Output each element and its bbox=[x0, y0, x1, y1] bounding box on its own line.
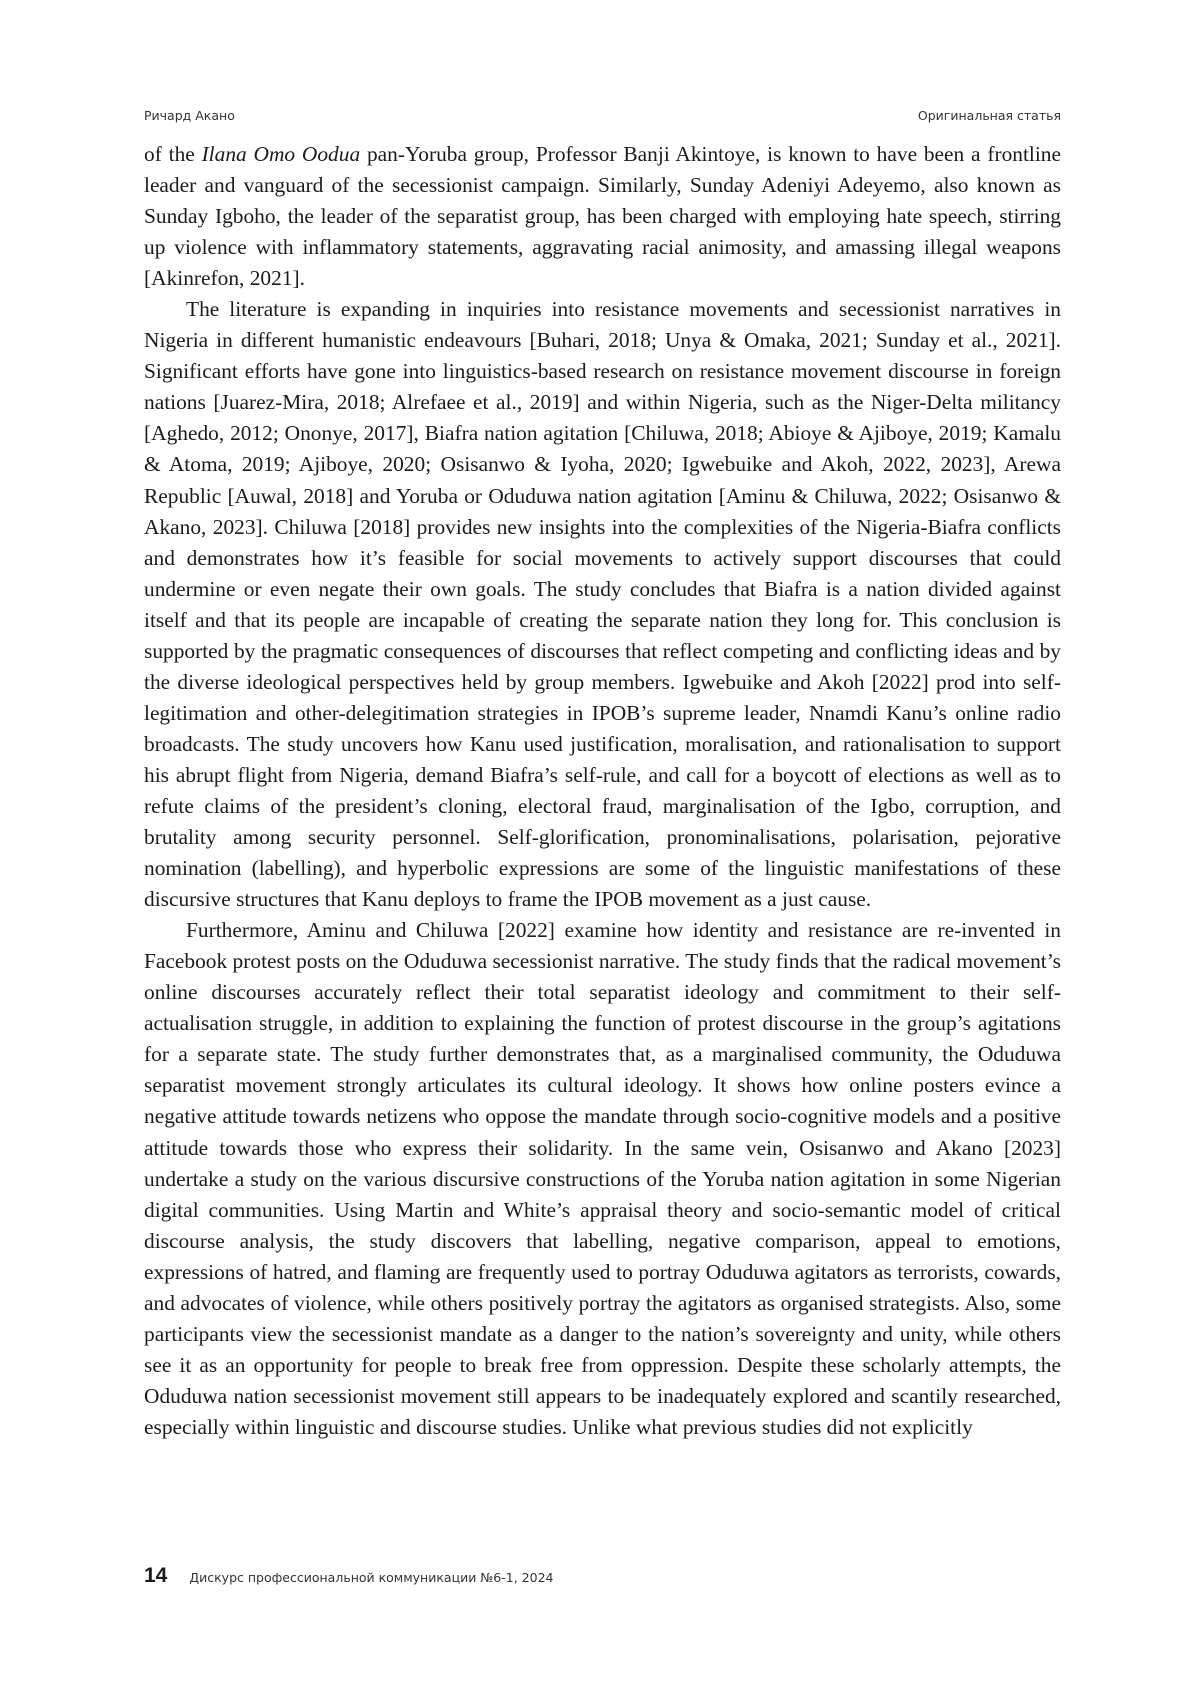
paragraph bbox=[144, 139, 1061, 294]
running-header bbox=[144, 108, 1061, 123]
text-run: pan-Yoruba group, Professor Banji Akintoye, is known to have been a frontline leader and vanguard of the secessionist campaign. Similarly, Sunday Adeniyi Adeyemo, also known as Sunday Igboho, the leader of the separatist group, has been charged with employing hate speech, stirring up violence with inflammatory statements, aggravating racial animosity, and amassing illegal weapons [Akinrefon, 2021]. bbox=[144, 142, 1061, 291]
header-article-type: Оригинальная статья bbox=[917, 108, 1061, 123]
paragraph bbox=[144, 915, 1061, 1443]
article-body bbox=[144, 139, 1061, 1443]
journal-name: Дискурс профессиональной коммуникации №6-1, 2024 bbox=[189, 1570, 554, 1585]
page-footer bbox=[144, 1564, 553, 1588]
italic-text: Ilana Omo Oodua bbox=[201, 142, 361, 166]
page-number: 14 bbox=[144, 1564, 168, 1587]
text-run: of the bbox=[144, 142, 202, 166]
paragraph bbox=[144, 294, 1061, 915]
text-run: The literature is expanding in inquiries into resistance movements and secessionist narratives in Nigeria in different humanistic endeavours [Buhari, 2018; Unya & Omaka, 2021; Sunday et al., 2021]. Significant efforts have gone into linguistics-based research on resistance movement discourse in foreign nations [Juarez-Mira, 2018; Alrefaee et al., 2019] and within Nigeria, such as the Niger-Delta militancy [Aghedo, 2012; Ononye, 2017], Biafra nation agitation [Chiluwa, 2018; Abioye & Ajiboye, 2019; Kamalu & Atoma, 2019; Ajiboye, 2020; Osisanwo & Iyoha, 2020; Igwebuike and Akoh, 2022, 2023], Arewa Republic [Auwal, 2018] and Yoruba or Oduduwa nation agitation [Aminu & Chiluwa, 2022; Osisanwo & Akano, 2023]. Chiluwa [2018] provides new insights into the complexities of the Nigeria-Biafra conflicts and demonstrates how it’s feasible for social movements to actively support discourses that could undermine or even negate their own goals. The study concludes that Biafra is a nation divided against itself and that its people are incapable of creating the separate nation they long for. This conclusion is supported by the pragmatic consequences of discourses that reflect competing and conflicting ideas and by the diverse ideological perspectives held by group members. Igwebuike and Akoh [2022] prod into self-legitimation and other-delegitimation strategies in IPOB’s supreme leader, Nnamdi Kanu’s online radio broadcasts. The study uncovers how Kanu used justification, moralisation, and rationalisation to support his abrupt flight from Nigeria, demand Biafra’s self-rule, and call for a boycott of elections as well as to refute claims of the president’s cloning, electoral fraud, marginalisation of the Igbo, corruption, and brutality among security personnel. Self-glorification, pronominalisations, polarisation, pejorative nomination (labelling), and hyperbolic expressions are some of the linguistic manifestations of these discursive structures that Kanu deploys to frame the IPOB movement as a just cause. bbox=[144, 297, 1061, 912]
text-run: Furthermore, Aminu and Chiluwa [2022] examine how identity and resistance are re-invented in Facebook protest posts on the Oduduwa secessionist narrative. The study finds that the radical movement’s online discourses accurately reflect their total separatist ideology and commitment to their self-actualisation struggle, in addition to explaining the function of protest discourse in the group’s agitations for a separate state. The study further demonstrates that, as a marginalised community, the Oduduwa separatist movement strongly articulates its cultural ideology. It shows how online posters evince a negative attitude towards netizens who oppose the mandate through socio-cognitive models and a positive attitude towards those who express their solidarity. In the same vein, Osisanwo and Akano [2023] undertake a study on the various discursive constructions of the Yoruba nation agitation in some Nigerian digital communities. Using Martin and White’s appraisal theory and socio-semantic model of critical discourse analysis, the study discovers that labelling, negative comparison, appeal to emotions, expressions of hatred, and flaming are frequently used to portray Oduduwa agitators as terrorists, cowards, and advocates of violence, while others positively portray the agitators as organised strategists. Also, some participants view the secessionist mandate as a danger to the nation’s sovereignty and unity, while others see it as an opportunity for people to break free from oppression. Despite these scholarly attempts, the Oduduwa nation secessionist movement still appears to be inadequately explored and scantily researched, especially within linguistic and discourse studies. Unlike what previous studies did not explicitly bbox=[144, 918, 1061, 1439]
header-author: Ричард Акано bbox=[144, 108, 235, 123]
